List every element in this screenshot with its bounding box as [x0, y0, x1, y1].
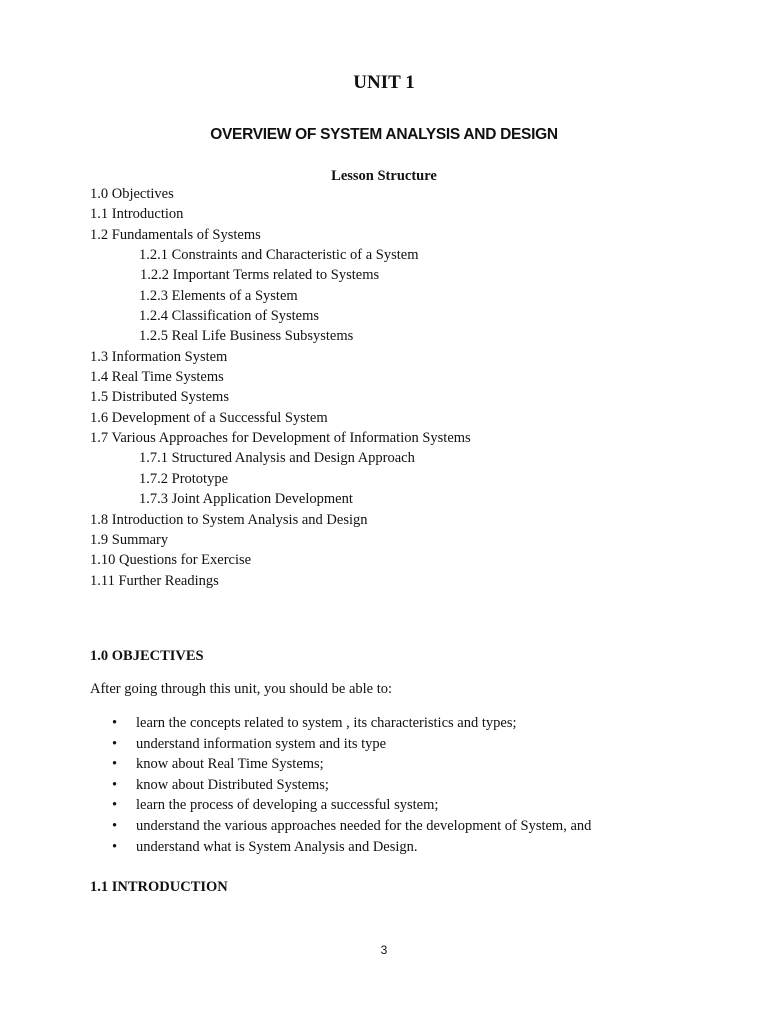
- objective-text: know about Distributed Systems;: [136, 776, 329, 793]
- toc-item: 1.1 Introduction: [90, 206, 184, 223]
- objective-text: know about Real Time Systems;: [136, 756, 324, 773]
- introduction-heading: 1.1 INTRODUCTION: [90, 879, 228, 895]
- bullet-icon: •: [112, 776, 118, 793]
- toc-item: 1.8 Introduction to System Analysis and Design: [90, 511, 368, 528]
- unit-title: UNIT 1: [353, 72, 415, 93]
- bullet-icon: •: [112, 797, 118, 814]
- toc-item: 1.4 Real Time Systems: [90, 369, 224, 386]
- bullet-icon: •: [112, 756, 118, 773]
- toc-subitem: 1.2.3 Elements of a System: [139, 287, 298, 304]
- objective-item: [90, 713, 591, 734]
- objective-text: understand what is System Analysis and Design.: [136, 838, 418, 855]
- bullet-icon: •: [112, 735, 118, 752]
- toc-item: 1.3 Information System: [90, 348, 228, 365]
- toc-item: 1.9 Summary: [90, 531, 169, 548]
- objective-item: [90, 775, 591, 796]
- objectives-heading: 1.0 OBJECTIVES: [90, 648, 204, 664]
- bullet-icon: •: [112, 715, 118, 731]
- objective-item: [90, 754, 591, 775]
- toc-item: 1.7 Various Approaches for Development of Information Systems: [90, 430, 471, 447]
- objective-text: learn the concepts related to system , its characteristics and types;: [136, 715, 517, 731]
- objective-item: [90, 734, 591, 755]
- toc-item: 1.6 Development of a Successful System: [90, 409, 328, 426]
- objectives-list: [90, 713, 591, 857]
- document-title: OVERVIEW OF SYSTEM ANALYSIS AND DESIGN: [210, 126, 558, 143]
- toc-subitem: 1.7.3 Joint Application Development: [139, 491, 353, 508]
- toc-subitem: 1.2.4 Classification of Systems: [139, 308, 320, 325]
- objective-text: understand the various approaches needed for the development of System, and: [136, 817, 592, 834]
- toc-item: 1.2 Fundamentals of Systems: [90, 226, 261, 243]
- toc-subitem: 1.2.2 Important Terms related to Systems: [140, 267, 380, 284]
- toc-item: 1.5 Distributed Systems: [90, 389, 229, 406]
- toc-subitem: 1.2.5 Real Life Business Subsystems: [139, 328, 354, 345]
- page-number: 3: [380, 943, 388, 957]
- toc-subitem: 1.2.1 Constraints and Characteristic of a System: [139, 247, 419, 264]
- objectives-intro: After going through this unit, you should be able to:: [90, 681, 393, 697]
- objective-item: [90, 837, 591, 858]
- objective-text: understand information system and its type: [136, 735, 387, 752]
- toc-item: 1.10 Questions for Exercise: [90, 552, 252, 569]
- objective-text: learn the process of developing a successful system;: [136, 797, 439, 814]
- bullet-icon: •: [112, 817, 118, 834]
- toc-item: 1.0 Objectives: [90, 186, 174, 202]
- lesson-structure-heading: Lesson Structure: [331, 168, 437, 184]
- objective-item: [90, 795, 591, 816]
- toc-subitem: 1.7.2 Prototype: [139, 470, 229, 487]
- lesson-structure-list: [90, 184, 471, 591]
- objective-item: [90, 816, 591, 837]
- bullet-icon: •: [112, 838, 118, 855]
- toc-item: 1.11 Further Readings: [90, 572, 219, 589]
- toc-subitem: 1.7.1 Structured Analysis and Design Approach: [139, 450, 415, 467]
